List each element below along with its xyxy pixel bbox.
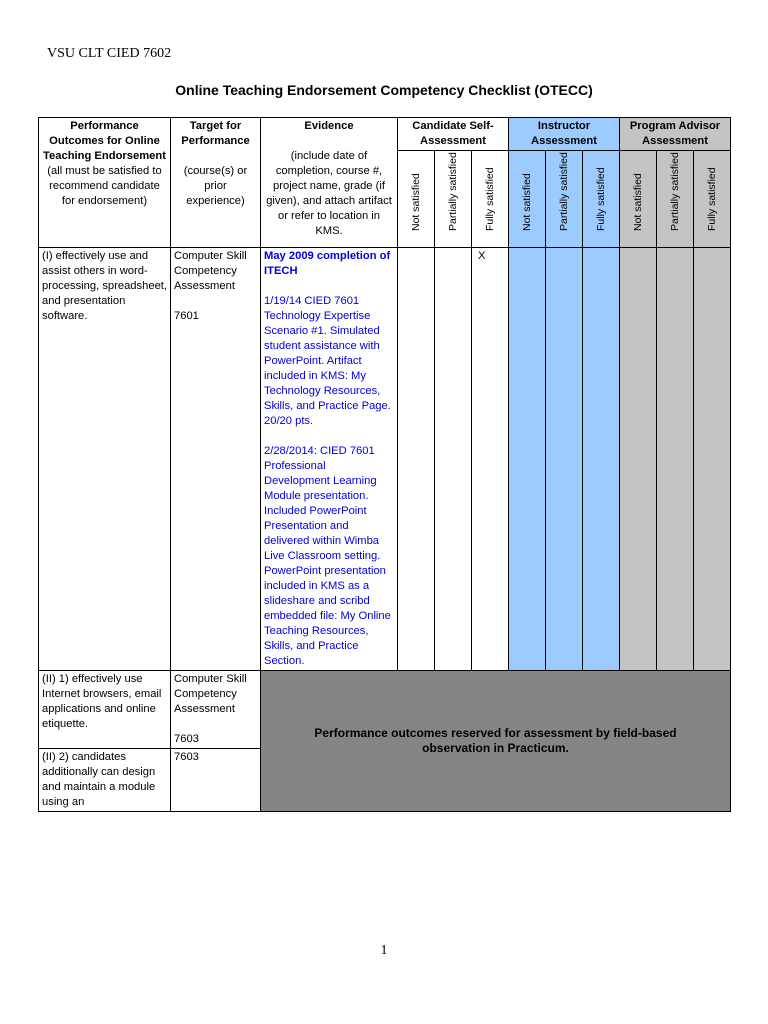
target-course: 7601: [174, 310, 199, 322]
evidence-entry: 2/28/2014: CIED 7601 Professional Development Learning Module presentation. Included PowerPoint Presentation and delivered within Wimba Live Classroom setting. PowerPoint presentation included in KMS as a slideshare and scribd embedded file: My Online Teaching Resources, Skills, and Practice Section.: [264, 445, 391, 667]
evidence-entry: 1/19/14 CIED 7601 Technology Expertise Scenario #1. Simulated student assistance with PowerPoint. Artifact included in KMS: My Technology Resources, Skills, and Practice Page. 20/20 pts.: [264, 295, 391, 427]
target-cell: [171, 671, 261, 749]
table-row: [39, 671, 731, 749]
candidate-partially-satisfied-header: [435, 151, 472, 248]
document-title: Online Teaching Endorsement Competency Checklist (OTECC): [175, 82, 593, 98]
outcomes-header: [39, 118, 171, 248]
target-header-note: (course(s) or prior experience): [183, 165, 248, 207]
header-row-groups: [39, 118, 731, 151]
reserved-assessment-note: Performance outcomes reserved for assessment by field-based observation in Practicum.: [261, 671, 731, 812]
instructor-partially-satisfied-cell[interactable]: [546, 248, 583, 671]
candidate-not-satisfied-header: [398, 151, 435, 248]
candidate-fully-satisfied-cell[interactable]: X: [472, 248, 509, 671]
program-group-header: Program Advisor Assessment: [620, 118, 731, 151]
instructor-fully-satisfied-header: [583, 151, 620, 248]
evidence-header: [261, 118, 398, 248]
evidence-cell: [261, 248, 398, 671]
program-fully-satisfied-header: [694, 151, 731, 248]
level-label: Fully satisfied: [595, 167, 607, 231]
level-label: Partially satisfied: [669, 152, 681, 231]
page-number: 1: [380, 943, 388, 958]
candidate-not-satisfied-cell[interactable]: [398, 248, 435, 671]
candidate-partially-satisfied-cell[interactable]: [435, 248, 472, 671]
target-header-title: Target for Performance: [181, 120, 250, 147]
level-label: Not satisfied: [521, 173, 533, 231]
candidate-fully-satisfied-header: [472, 151, 509, 248]
program-fully-satisfied-cell[interactable]: [694, 248, 731, 671]
outcome-cell: (II) 2) candidates additionally can design and maintain a module using an: [39, 749, 171, 812]
target-cell: [171, 248, 261, 671]
program-not-satisfied-cell[interactable]: [620, 248, 657, 671]
instructor-partially-satisfied-header: [546, 151, 583, 248]
level-label: Fully satisfied: [484, 167, 496, 231]
program-not-satisfied-header: [620, 151, 657, 248]
instructor-not-satisfied-header: [509, 151, 546, 248]
target-course: 7603: [174, 733, 199, 745]
outcomes-header-note: (all must be satisfied to recommend candidate for endorsement): [47, 165, 162, 207]
evidence-header-note: (include date of completion, course #, project name, grade (if given), and attach artifact or refer to location in KMS.: [266, 150, 392, 237]
target-cell: 7603: [171, 749, 261, 812]
candidate-group-header: Candidate Self-Assessment: [398, 118, 509, 151]
instructor-not-satisfied-cell[interactable]: [509, 248, 546, 671]
target-text: Computer Skill Competency Assessment: [174, 673, 247, 715]
program-partially-satisfied-header: [657, 151, 694, 248]
evidence-header-title: Evidence: [304, 120, 354, 132]
level-label: Partially satisfied: [447, 152, 459, 231]
instructor-fully-satisfied-cell[interactable]: [583, 248, 620, 671]
evidence-title: May 2009 completion of ITECH: [264, 250, 391, 277]
level-label: Not satisfied: [632, 173, 644, 231]
level-label: Not satisfied: [410, 173, 422, 231]
program-partially-satisfied-cell[interactable]: [657, 248, 694, 671]
outcomes-header-title: Performance Outcomes for Online Teaching Endorsement: [43, 120, 166, 162]
table-row: [39, 248, 731, 671]
competency-checklist-table: [38, 117, 731, 812]
target-text: Computer Skill Competency Assessment: [174, 250, 247, 292]
target-header: [171, 118, 261, 248]
outcome-cell: (II) 1) effectively use Internet browsers, email applications and online etiquette.: [39, 671, 171, 749]
course-code: VSU CLT CIED 7602: [47, 46, 172, 61]
instructor-group-header: Instructor Assessment: [509, 118, 620, 151]
level-label: Partially satisfied: [558, 152, 570, 231]
outcome-cell: (I) effectively use and assist others in word-processing, spreadsheet, and presentation software.: [39, 248, 171, 671]
level-label: Fully satisfied: [706, 167, 718, 231]
